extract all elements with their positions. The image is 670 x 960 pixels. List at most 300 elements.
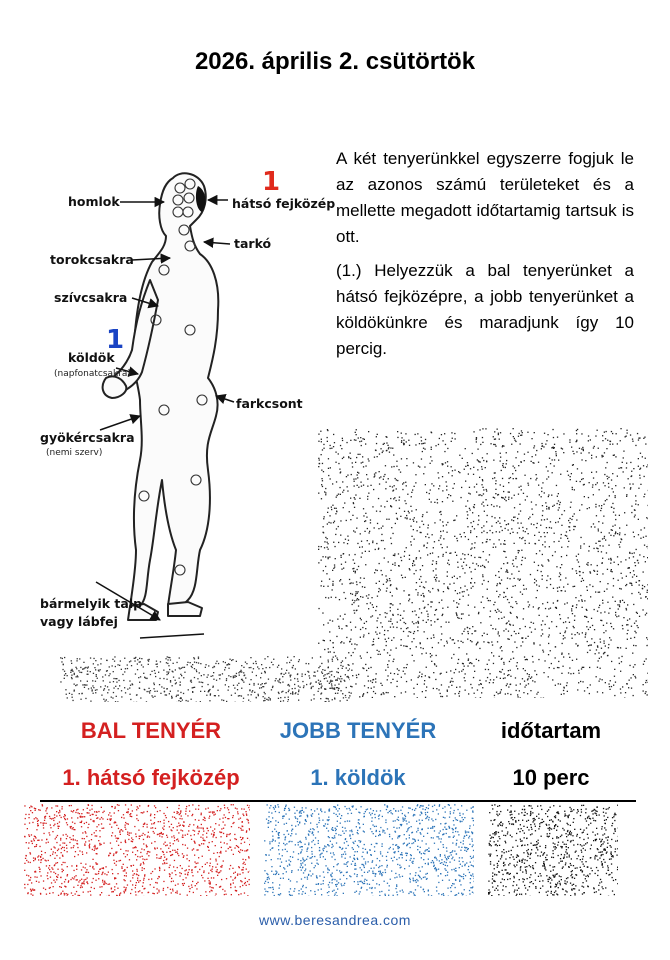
speckle-dot [636, 576, 637, 577]
speckle-dot [580, 537, 581, 538]
speckle-dot [453, 824, 454, 825]
speckle-dot [201, 824, 202, 825]
speckle-dot [516, 685, 517, 686]
speckle-dot [541, 448, 542, 449]
speckle-dot [570, 673, 571, 674]
speckle-dot [157, 834, 158, 835]
speckle-dot [607, 462, 608, 463]
speckle-dot [72, 697, 73, 698]
speckle-dot [368, 460, 369, 461]
speckle-dot [609, 689, 610, 690]
speckle-dot [304, 870, 305, 871]
speckle-dot [90, 657, 91, 658]
speckle-dot [552, 429, 553, 430]
speckle-dot [487, 634, 488, 635]
speckle-dot [358, 566, 359, 567]
speckle-noise-right [318, 428, 648, 698]
speckle-dot [69, 842, 70, 843]
speckle-dot [102, 880, 103, 881]
speckle-dot [132, 875, 133, 876]
speckle-dot [191, 870, 192, 871]
speckle-dot [233, 685, 234, 686]
speckle-dot [288, 860, 289, 861]
speckle-dot [62, 855, 63, 856]
speckle-dot [71, 663, 72, 664]
speckle-dot [203, 819, 204, 820]
speckle-dot [228, 663, 229, 664]
speckle-dot [148, 879, 149, 880]
speckle-dot [531, 622, 532, 623]
speckle-dot [446, 552, 447, 553]
speckle-dot [421, 653, 422, 654]
speckle-dot [168, 821, 169, 822]
speckle-dot [347, 543, 348, 544]
speckle-dot [563, 690, 564, 691]
speckle-dot [539, 550, 540, 551]
speckle-dot [182, 853, 183, 854]
speckle-dot [105, 685, 106, 686]
speckle-dot [141, 892, 142, 893]
speckle-dot [130, 660, 131, 661]
speckle-dot [154, 817, 155, 818]
speckle-dot [397, 894, 398, 895]
speckle-dot [572, 613, 573, 614]
speckle-dot [427, 534, 428, 535]
speckle-dot [588, 497, 589, 498]
speckle-dot [471, 547, 472, 548]
speckle-dot [232, 659, 233, 660]
speckle-dot [180, 701, 181, 702]
speckle-dot [98, 873, 99, 874]
speckle-dot [344, 863, 345, 864]
speckle-dot [411, 544, 412, 545]
speckle-dot [376, 511, 377, 512]
speckle-dot [96, 853, 97, 854]
speckle-dot [432, 560, 433, 561]
speckle-dot [170, 691, 171, 692]
speckle-dot [472, 626, 473, 627]
speckle-dot [356, 457, 357, 458]
speckle-dot [454, 672, 455, 673]
speckle-dot [624, 534, 625, 535]
speckle-dot [155, 807, 156, 808]
speckle-dot [433, 672, 434, 673]
speckle-dot [472, 687, 473, 688]
speckle-dot [200, 837, 201, 838]
speckle-dot [560, 502, 561, 503]
speckle-dot [435, 819, 436, 820]
speckle-dot [30, 853, 31, 854]
speckle-dot [389, 655, 390, 656]
speckle-dot [605, 500, 606, 501]
speckle-dot [607, 655, 608, 656]
speckle-dot [393, 466, 394, 467]
speckle-dot [144, 823, 145, 824]
speckle-dot [89, 844, 90, 845]
speckle-dot [517, 518, 518, 519]
speckle-dot [447, 497, 448, 498]
speckle-dot [506, 569, 507, 570]
speckle-dot [179, 684, 180, 685]
speckle-dot [83, 892, 84, 893]
speckle-dot [356, 429, 357, 430]
speckle-dot [174, 817, 175, 818]
speckle-dot [422, 516, 423, 517]
speckle-dot [203, 870, 204, 871]
speckle-dot [387, 675, 388, 676]
speckle-dot [125, 889, 126, 890]
speckle-dot [352, 515, 353, 516]
speckle-dot [425, 484, 426, 485]
speckle-dot [487, 589, 488, 590]
speckle-dot [564, 510, 565, 511]
speckle-dot [495, 444, 496, 445]
speckle-dot [182, 883, 183, 884]
speckle-dot [287, 701, 288, 702]
speckle-dot [215, 859, 216, 860]
speckle-dot [244, 809, 245, 810]
speckle-dot [376, 436, 377, 437]
speckle-dot [49, 834, 50, 835]
speckle-dot [352, 675, 353, 676]
speckle-dot [336, 636, 337, 637]
speckle-dot [376, 634, 377, 635]
speckle-dot [648, 682, 649, 683]
speckle-dot [572, 638, 573, 639]
speckle-dot [522, 678, 523, 679]
speckle-dot [451, 657, 452, 658]
speckle-dot [36, 877, 37, 878]
speckle-dot [98, 811, 99, 812]
speckle-dot [308, 844, 309, 845]
speckle-dot [303, 685, 304, 686]
speckle-dot [101, 823, 102, 824]
speckle-dot [223, 700, 224, 701]
speckle-dot [332, 585, 333, 586]
speckle-dot [486, 559, 487, 560]
speckle-dot [67, 875, 68, 876]
speckle-dot [401, 692, 402, 693]
speckle-dot [608, 559, 609, 560]
speckle-dot [631, 512, 632, 513]
speckle-dot [562, 666, 563, 667]
speckle-dot [107, 692, 108, 693]
speckle-dot [195, 809, 196, 810]
speckle-dot [179, 805, 180, 806]
speckle-dot [404, 551, 405, 552]
speckle-dot [328, 698, 329, 699]
speckle-dot [548, 559, 549, 560]
speckle-dot [630, 583, 631, 584]
speckle-dot [426, 512, 427, 513]
speckle-dot [634, 536, 635, 537]
speckle-noise-blue-svg [264, 804, 474, 896]
speckle-dot [170, 680, 171, 681]
speckle-dot [508, 482, 509, 483]
speckle-dot [194, 830, 195, 831]
speckle-dot [321, 560, 322, 561]
speckle-dot [493, 655, 494, 656]
speckle-dot [379, 614, 380, 615]
speckle-dot [592, 625, 593, 626]
speckle-dot [338, 453, 339, 454]
speckle-dot [235, 872, 236, 873]
speckle-dot [511, 573, 512, 574]
speckle-dot [577, 468, 578, 469]
speckle-dot [103, 868, 104, 869]
speckle-dot [50, 877, 51, 878]
speckle-dot [622, 462, 623, 463]
speckle-dot [515, 677, 516, 678]
speckle-dot [494, 477, 495, 478]
speckle-dot [224, 824, 225, 825]
speckle-dot [635, 565, 636, 566]
speckle-dot [514, 440, 515, 441]
speckle-dot [424, 680, 425, 681]
speckle-dot [207, 862, 208, 863]
speckle-dot [532, 680, 533, 681]
speckle-dot [482, 635, 483, 636]
speckle-dot [332, 882, 333, 883]
speckle-dot [631, 626, 632, 627]
speckle-dot [547, 519, 548, 520]
speckle-dot [98, 871, 99, 872]
speckle-dot [542, 554, 543, 555]
speckle-dot [519, 487, 520, 488]
speckle-dot [356, 644, 357, 645]
speckle-dot [373, 607, 374, 608]
speckle-dot [183, 822, 184, 823]
speckle-dot [90, 819, 91, 820]
speckle-dot [114, 661, 115, 662]
speckle-dot [73, 887, 74, 888]
speckle-dot [584, 600, 585, 601]
speckle-dot [64, 881, 65, 882]
speckle-dot [563, 693, 564, 694]
speckle-dot [213, 814, 214, 815]
speckle-dot [447, 466, 448, 467]
speckle-dot [279, 884, 280, 885]
speckle-dot [125, 668, 126, 669]
speckle-dot [460, 534, 461, 535]
speckle-dot [173, 843, 174, 844]
speckle-dot [89, 846, 90, 847]
speckle-dot [564, 632, 565, 633]
speckle-dot [264, 658, 265, 659]
speckle-dot [233, 822, 234, 823]
speckle-dot [603, 625, 604, 626]
speckle-dot [553, 602, 554, 603]
speckle-dot [311, 688, 312, 689]
speckle-dot [151, 695, 152, 696]
speckle-dot [639, 616, 640, 617]
speckle-dot [577, 559, 578, 560]
speckle-dot [628, 687, 629, 688]
speckle-dot [334, 685, 335, 686]
speckle-dot [152, 893, 153, 894]
speckle-dot [131, 889, 132, 890]
speckle-dot [642, 588, 643, 589]
speckle-dot [601, 648, 602, 649]
speckle-dot [474, 671, 475, 672]
speckle-dot [452, 438, 453, 439]
speckle-dot [150, 828, 151, 829]
speckle-dot [307, 849, 308, 850]
speckle-dot [318, 546, 319, 547]
speckle-dot [561, 673, 562, 674]
speckle-dot [487, 453, 488, 454]
speckle-dot [640, 468, 641, 469]
speckle-dot [203, 843, 204, 844]
speckle-dot [194, 841, 195, 842]
speckle-dot [183, 677, 184, 678]
speckle-dot [140, 697, 141, 698]
speckle-dot [216, 661, 217, 662]
speckle-dot [510, 477, 511, 478]
speckle-dot [190, 835, 191, 836]
speckle-dot [290, 888, 291, 889]
speckle-dot [222, 673, 223, 674]
speckle-dot [87, 812, 88, 813]
speckle-dot [24, 805, 25, 806]
speckle-dot [529, 604, 530, 605]
speckle-dot [612, 473, 613, 474]
speckle-dot [34, 818, 35, 819]
speckle-dot [413, 638, 414, 639]
speckle-dot [130, 880, 131, 881]
speckle-dot [461, 536, 462, 537]
speckle-dot [249, 805, 250, 806]
speckle-dot [342, 440, 343, 441]
speckle-dot [86, 872, 87, 873]
speckle-dot [602, 523, 603, 524]
speckle-dot [427, 542, 428, 543]
speckle-dot [169, 826, 170, 827]
speckle-dot [194, 687, 195, 688]
speckle-dot [643, 556, 644, 557]
speckle-dot [431, 655, 432, 656]
speckle-dot [617, 533, 618, 534]
speckle-dot [362, 462, 363, 463]
speckle-dot [600, 641, 601, 642]
speckle-dot [551, 527, 552, 528]
speckle-dot [451, 441, 452, 442]
speckle-dot [192, 664, 193, 665]
speckle-dot [226, 664, 227, 665]
speckle-dot [144, 834, 145, 835]
speckle-dot [318, 549, 319, 550]
speckle-dot [452, 828, 453, 829]
speckle-dot [194, 668, 195, 669]
speckle-dot [631, 475, 632, 476]
speckle-dot [632, 441, 633, 442]
speckle-dot [425, 439, 426, 440]
speckle-dot [468, 633, 469, 634]
speckle-dot [548, 643, 549, 644]
speckle-dot [298, 685, 299, 686]
speckle-dot [211, 890, 212, 891]
speckle-dot [635, 445, 636, 446]
speckle-dot [331, 685, 332, 686]
speckle-dot [383, 584, 384, 585]
speckle-dot [280, 673, 281, 674]
speckle-dot [327, 869, 328, 870]
speckle-dot [513, 520, 514, 521]
speckle-dot [477, 469, 478, 470]
speckle-dot [120, 660, 121, 661]
speckle-dot [589, 645, 590, 646]
speckle-dot [490, 600, 491, 601]
speckle-dot [281, 668, 282, 669]
speckle-dot [237, 685, 238, 686]
speckle-dot [462, 817, 463, 818]
speckle-dot [176, 696, 177, 697]
speckle-dot [170, 845, 171, 846]
speckle-dot [580, 547, 581, 548]
speckle-dot [50, 855, 51, 856]
speckle-dot [231, 826, 232, 827]
speckle-dot [355, 531, 356, 532]
speckle-dot [87, 883, 88, 884]
speckle-dot [382, 526, 383, 527]
speckle-dot [309, 675, 310, 676]
speckle-dot [542, 579, 543, 580]
speckle-dot [471, 641, 472, 642]
speckle-dot [481, 466, 482, 467]
speckle-dot [323, 448, 324, 449]
speckle-dot [631, 688, 632, 689]
speckle-dot [639, 554, 640, 555]
speckle-dot [461, 641, 462, 642]
speckle-dot [532, 656, 533, 657]
speckle-dot [359, 696, 360, 697]
speckle-dot [111, 848, 112, 849]
speckle-dot [364, 881, 365, 882]
speckle-dot [152, 871, 153, 872]
speckle-dot [488, 669, 489, 670]
speckle-dot [322, 612, 323, 613]
speckle-dot [352, 462, 353, 463]
speckle-dot [413, 892, 414, 893]
speckle-dot [466, 831, 467, 832]
speckle-dot [464, 572, 465, 573]
speckle-dot [343, 854, 344, 855]
speckle-dot [270, 698, 271, 699]
speckle-dot [639, 584, 640, 585]
speckle-dot [375, 549, 376, 550]
speckle-dot [58, 849, 59, 850]
speckle-dot [602, 558, 603, 559]
speckle-dot [332, 891, 333, 892]
speckle-dot [331, 509, 332, 510]
speckle-dot [122, 830, 123, 831]
speckle-dot [376, 673, 377, 674]
speckle-dot [81, 883, 82, 884]
speckle-dot [116, 825, 117, 826]
speckle-dot [283, 867, 284, 868]
speckle-dot [602, 440, 603, 441]
speckle-dot [591, 638, 592, 639]
speckle-dot [623, 617, 624, 618]
speckle-dot [370, 519, 371, 520]
speckle-dot [96, 874, 97, 875]
speckle-dot [139, 687, 140, 688]
speckle-dot [380, 511, 381, 512]
speckle-dot [40, 862, 41, 863]
speckle-dot [588, 629, 589, 630]
speckle-dot [333, 688, 334, 689]
speckle-dot [178, 823, 179, 824]
